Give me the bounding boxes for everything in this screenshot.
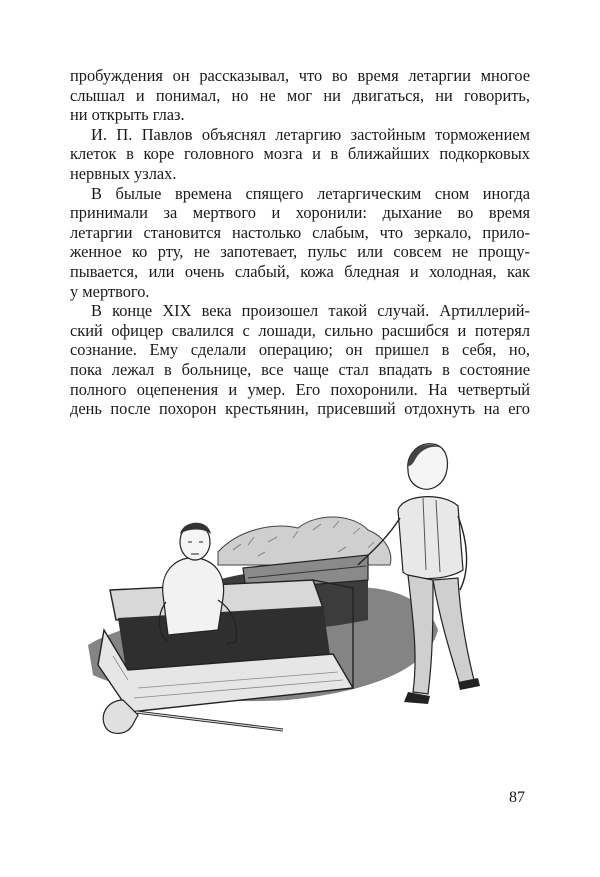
page-number: 87 (509, 789, 525, 806)
text-line: ский офицер свалился с лошади, сильно расшибся и потерял (70, 320, 530, 340)
text-line: женное ко рту, не запотевает, пульс или совсем не прощу- (70, 242, 530, 262)
text-line: И. П. Павлов объяснял летаргию застойным торможением (91, 124, 530, 144)
text-line: нервных узлах. (70, 163, 177, 183)
text-line: у мертвого. (70, 281, 150, 301)
text-line: сознание. Ему сделали операцию; он пришел в себя, но, (70, 340, 530, 360)
text-line: пока лежал в больнице, все чаще стал впадать в состояние (70, 359, 530, 379)
text-line: клеток в коре головного мозга и в ближайших подкорковых (70, 144, 530, 164)
text-line: ни открыть глаз. (70, 105, 185, 125)
text-line: слышал и понимал, но не мог ни двигаться, ни говорить, (70, 85, 530, 105)
text-line: полного оцепенения и умер. Его похоронили. На четвертый (70, 379, 530, 399)
text-line: летаргии становится настолько слабым, что зеркало, прило- (70, 222, 530, 242)
text-line: В конце XIX века произошел такой случай. Артиллерий- (91, 301, 530, 321)
text-line: день после похорон крестьянин, присевший отдохнуть на его (70, 399, 530, 419)
text-line: пывается, или очень слабый, кожа бледная и холодная, как (70, 261, 530, 281)
illustration-coffin-scene (68, 430, 533, 760)
text-line: пробуждения он рассказывал, что во время летаргии многое (70, 66, 530, 85)
body-text (70, 66, 530, 419)
text-line: В былые времена спящего летаргическим сном иногда (91, 183, 530, 203)
text-line: принимали за мертвого и хоронили: дыхание во время (70, 203, 530, 223)
